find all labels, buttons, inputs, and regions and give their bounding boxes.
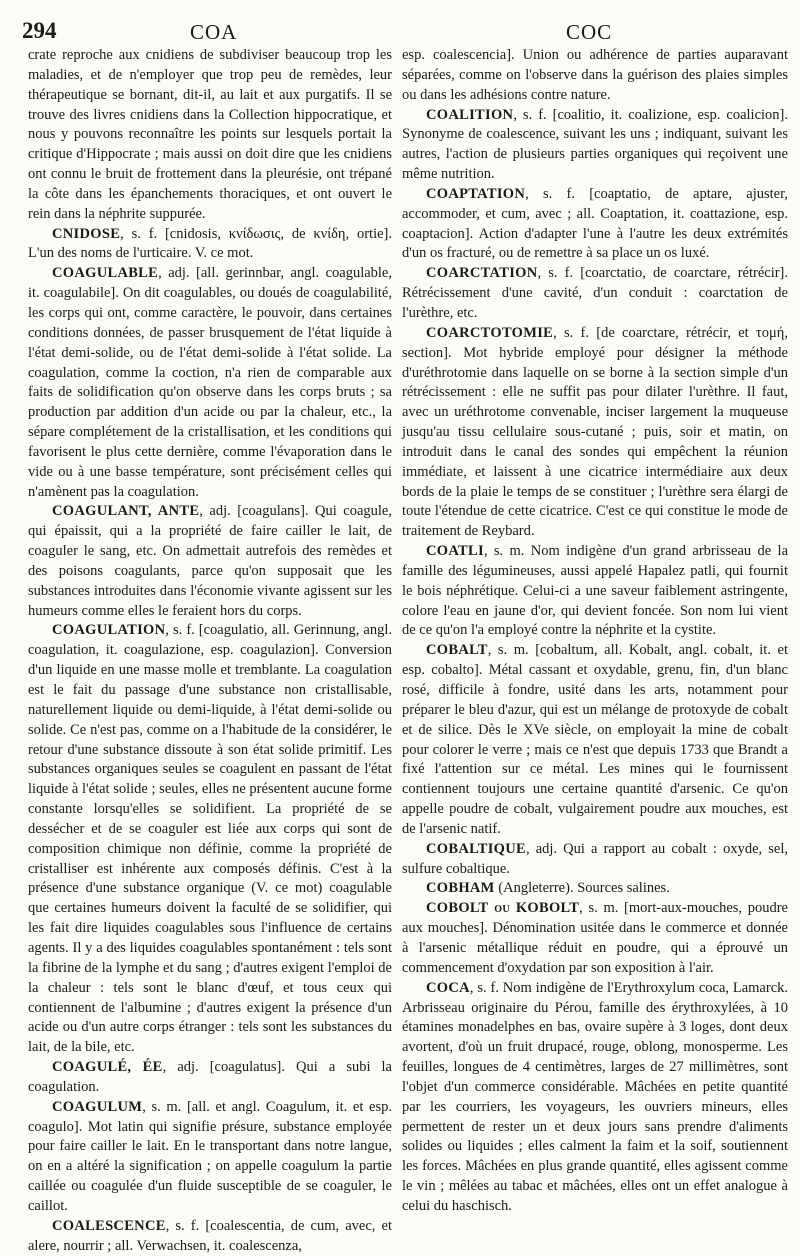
dictionary-entry: COCA, s. f. Nom indigène de l'Erythroxylum coca, Lamarck. Arbrisseau originaire du Pérou, famille des érythroxylées, à 10 étamines monadelphes en bas, ovaire supère à 3 loges, dont deux avortent, d'où un fruit drupacé, rouge, oblong, monosperme. Les feuilles, longues de 4 centimètres, larges de 27 millimètres, sont l'objet d'un commerce considérable. Mâchées en petite quantité par les courriers, les voyageurs, les ouvriers mineurs, elles permettent de rester un et deux jours sans prendre d'aliments solides ou liquides ; elles calment la faim et la soif, soutiennent les forces. Mâchées en plus grande quantité, elles agissent comme le vin ; mêlées au tabac et mâchées, elles ont un effet analogue à celui du haschisch. (402, 979, 788, 1214)
entry-headword: COBHAM (426, 880, 495, 897)
entry-headword: COAGULABLE (52, 265, 159, 282)
dictionary-entry: esp. coalescencia]. Union ou adhérence de parties auparavant séparées, comme on l'observe dans la guérison des plaies simples ou dans les adhésions contre nature. (402, 47, 788, 103)
dictionary-entry: COAGULÉ, ÉE, adj. [coagulatus]. Qui a subi la coagulation. (28, 1059, 392, 1095)
dictionary-entry: COBALTIQUE, adj. Qui a rapport au cobalt : oxyde, sel, sulfure cobaltique. (402, 840, 788, 877)
dictionary-entry: COARCTOTOMIE, s. f. [de coarctare, rétrécir, et τομή, section]. Mot hybride employé pour désigner la méthode d'uréthrotomie dans laquelle on se borne à la section simple d'un rétrécissement : elle ne suffit pas pour dilater l'urèthre. Il faut, avec un uréthrotome convenable, inciser largement la muqueuse jusqu'au tissu cellulaire sous-cutané ; puis, soir et matin, on introduit dans le canal des sondes qui empêchent la réunion immédiate, et laissent à une cicatrice intermédiaire aux deux bords de la plaie le temps de se constituer ; l'urèthre sera élargi de toute l'étendue de cette cicatrice. C'est ce qui constitue le mode de traitement de Reybard. (402, 324, 788, 540)
left-column (28, 46, 392, 1256)
dictionary-entry: CNIDOSE, s. f. [cnidosis, κνίδωσις, de κνίδη, ortie]. L'un des noms de l'urticaire. V. ce mot. (28, 225, 392, 262)
entry-headword: COAGULATION (52, 622, 166, 639)
dictionary-entry: COALITION, s. f. [coalitio, it. coalizione, esp. coalicion]. Synonyme de coalescence, suivant les uns ; indiquant, suivant les autres, l'action de plusieurs parties organiques qui reçoivent une même nutrition. (402, 106, 788, 183)
left-running-head: COA (190, 20, 238, 44)
right-running-head: COC (566, 20, 613, 44)
entry-headword: COALESCENCE (52, 1217, 166, 1234)
entry-headword: COAGULANT, ANTE (52, 503, 200, 520)
dictionary-entry: COATLI, s. m. Nom indigène d'un grand arbrisseau de la famille des légumineuses, aussi appelé Hapalez patli, qui fournit le bois néphrétique. Celui-ci a une saveur faiblement astringente, colore l'eau en jaune d'or, qui devient foncée. Son nom lui vient de ce qu'on l'a employé contre la néphrite et la cystite. (402, 543, 788, 639)
right-column (402, 46, 788, 1217)
entry-headword: CNIDOSE (52, 225, 121, 242)
dictionary-entry: COAGULUM, s. m. [all. et angl. Coagulum, it. et esp. coagulo]. Mot latin qui signifie présure, substance employée pour faire cailler le lait. En le transportant dans notre langue, on en a altéré la signification ; on appelle coagulum la partie caillée ou coagulée d'un fluide susceptible de se coaguler, le caillot. (28, 1098, 392, 1214)
entry-headword: COBOLT ou KOBOLT (426, 900, 580, 917)
page-header (0, 18, 800, 48)
dictionary-entry: COARCTATION, s. f. [coarctatio, de coarctare, rétrécir]. Rétrécissement d'une cavité, d'un conduit : coarctation de l'urèthre, etc. (402, 265, 788, 321)
dictionary-entry: COAGULATION, s. f. [coagulatio, all. Gerinnung, angl. coagulation, it. coagulazione, esp. coagulazion]. Conversion d'un liquide en une masse molle et tremblante. La coagulation est le fait du passage d'une substance non cristallisable, naturellement liquide ou demi-liquide, à l'état demi-solide ou solide. Ce n'est pas, comme on a l'habitude de la considérer, le retour d'une substance dissoute à son état solide primitif. Les substances organiques seules se coagulent en passant de l'état liquide à l'état solide ; seules, elles ne présentent aucune forme constante lorsqu'elles se solidifient. La propriété de se dessécher et de se coaguler est liée aux corps qui sont de composition chimique non définie, comme la propriété de cristalliser est inhérente aux composés définis. C'est à la présence d'une substance organique (V. ce mot) coagulable que certaines humeurs doivent la faculté de se solidifier, qui les fait dire liquides coagulables sous l'influence de certains agents. Il y a des liquides coagulables spontanément : tels sont la fibrine de la lymphe et du sang ; d'autres exigent l'emploi de la chaleur : tels sont le blanc d'œuf, et tous ceux qui contiennent de l'albumine ; d'autres exigent la présence d'un acide ou d'un autre corps étranger : tels sont les substances du lait, de la bile, etc. (28, 622, 392, 1056)
dictionary-entry: COBALT, s. m. [cobaltum, all. Kobalt, angl. cobalt, it. et esp. cobalto]. Métal cassant et oxydable, grenu, fin, d'un blanc rosé, difficile à fondre, usité dans les arts, notamment pour préparer le bleu d'azur, qui est un mélange de protoxyde de cobalt et de silice. Dès le XVe siècle, on employait la mine de cobalt pour colorer le verre ; mais ce n'est que depuis 1733 que Brandt a fixé l'attention sur ce métal. Les mines qui le fournissent contiennent toujours une certaine quantité d'arsenic. Ce qu'on appelle poudre de cobalt, vulgairement poudre aux mouches, est de l'arsenic natif. (402, 642, 788, 837)
entry-headword: COCA (426, 979, 470, 996)
entry-headword: COAGULUM (52, 1098, 143, 1115)
entry-headword: COALITION (426, 106, 514, 123)
entry-headword: COBALTIQUE (426, 840, 526, 857)
dictionary-entry: COAPTATION, s. f. [coaptatio, de aptare, ajuster, accommoder, et cum, avec ; all. Coaptation, it. coattazione, esp. coaptacion]. Action d'adapter l'une à l'autre les deux extrémités d'un os fracturé, ou de remettre à sa place un os luxé. (402, 185, 788, 262)
dictionary-entry: COAGULABLE, adj. [all. gerinnbar, angl. coagulable, it. coagulabile]. On dit coagulables, ou doués de coagulabilité, les corps qui ont, comme caractère, le pouvoir, dans certaines conditions données, de passer brusquement de l'état liquide à l'état demi-solide, ou de l'état demi-solide à l'état solide. La coagulation, comme la coction, n'a rien de comparable aux faits de solidification qu'on observe dans les corps bruts ; sa production par addition d'un acide ou par la chaleur, etc., la sépare complétement de la cristallisation, et les conditions qui favorisent le plus cette dernière, comme l'évaporation dans le vide ou à une basse température, sont précisément celles qui n'amènent pas la coagulation. (28, 265, 392, 500)
page-number: 294 (22, 18, 57, 43)
entry-headword: COATLI (426, 543, 484, 560)
dictionary-entry: crate reproche aux cnidiens de subdiviser beaucoup trop les maladies, et de n'employer que trop peu de remèdes, leur thérapeutique se bornant, dit-il, au lait et aux purgatifs. Il se trouve des livres cnidiens dans la Collection hippocratique, et nous y pouvons reconnaître les points sur lesquels portait la critique d'Hippocrate ; mais aussi on doit dire que les cnidiens ont connu le bruit de frottement dans la pleurésie, ont trépané la côte dans les épanchements thoraciques, et ont ouvert le rein dans la néphrite suppurée. (28, 47, 392, 222)
entry-headword: COARCTATION (426, 265, 538, 282)
dictionary-entry: COBHAM (Angleterre). Sources salines. (426, 880, 670, 897)
entry-headword: COARCTOTOMIE (426, 324, 554, 341)
dictionary-entry: COALESCENCE, s. f. [coalescentia, de cum, avec, et alere, nourrir ; all. Verwachsen, it. coalescenza, (28, 1217, 392, 1254)
dictionary-entry: COBOLT ou KOBOLT, s. m. [mort-aux-mouches, poudre aux mouches]. Dénomination usitée dans le commerce et donnée à l'arsenic métallique réduit en poudre, qui a éprouvé un commencement d'oxydation par son exposition à l'air. (402, 900, 788, 976)
entry-headword: COAGULÉ, ÉE (52, 1059, 163, 1076)
entry-headword: COBALT (426, 642, 488, 659)
dictionary-entry: COAGULANT, ANTE, adj. [coagulans]. Qui coagule, qui épaissit, qui a la propriété de faire cailler le lait, de coaguler le sang, etc. On admettait autrefois des remèdes et des poisons coagulants, parce qu'on supposait que les substances introduites dans l'économie vivante agissent sur les humeurs comme elles le feraient hors du corps. (28, 503, 392, 619)
entry-headword: COAPTATION (426, 185, 526, 202)
